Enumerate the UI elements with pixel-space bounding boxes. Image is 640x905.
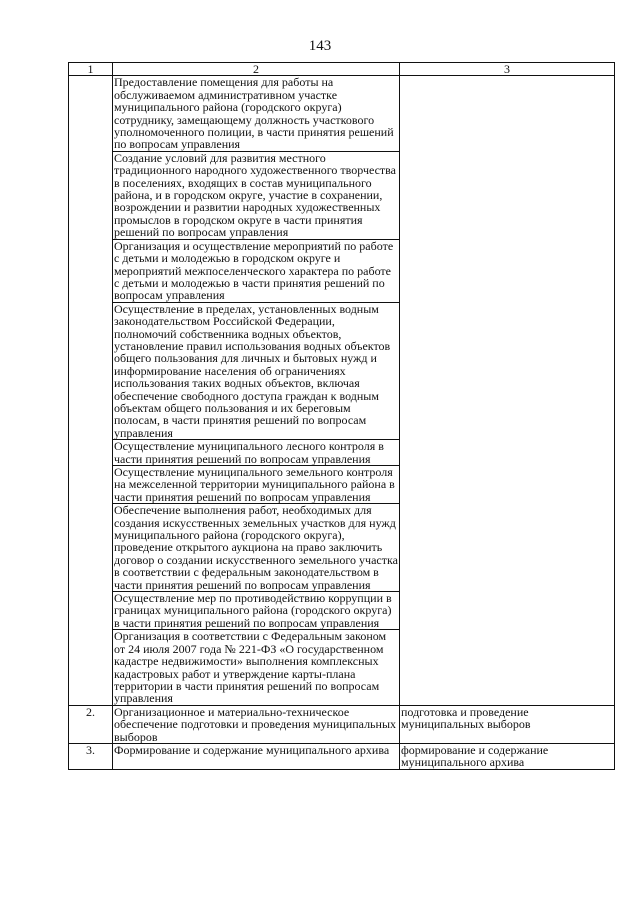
table-row (69, 705, 615, 743)
table-cell: Формирование и содержание муниципального архива (113, 743, 400, 769)
row-number: 3. (69, 743, 113, 769)
table-cell-empty (400, 76, 615, 705)
table-cell: формирование и содержание муниципального архива (400, 743, 615, 769)
table-header-row (69, 63, 615, 76)
table-cell: Создание условий для развития местного традиционного народного художественного творчества в поселениях, входящих в состав муниципального района, и в городском округе, участие в сохранении, возрождении и развитии народных художественных промыслов в городском округе в части принятия решений по вопросам управления (113, 151, 400, 239)
table-cell: Организация в соответствии с Федеральным законом от 24 июля 2007 года № 221-ФЗ «О государственном кадастре недвижимости» выполнения комплексных кадастровых работ и утверждение карты-плана территории в части принятия решений по вопросам управления (113, 630, 400, 705)
header-col-3: 3 (400, 63, 615, 76)
row-number-continued (69, 76, 113, 705)
header-col-2: 2 (113, 63, 400, 76)
table-cell: Осуществление в пределах, установленных водным законодательством Российской Федерации, полномочий собственника водных объектов, установление правил использования водных объектов общего пользования для личных и бытовых нужд и информирование населения об ограничениях использования таких водных объектов, включая обеспечение свободного доступа граждан к водным объектам общего пользования и их береговым полосам, в части принятия решений по вопросам управления (113, 302, 400, 439)
authority-table (68, 62, 615, 770)
row-number: 2. (69, 705, 113, 743)
table-cell: Осуществление муниципального лесного контроля в части принятия решений по вопросам управления (113, 440, 400, 466)
table-cell: Организация и осуществление мероприятий по работе с детьми и молодежью в городском округе и мероприятий межпоселенческого характера по работе с детьми и молодежью в части принятия решений по вопросам управления (113, 239, 400, 302)
header-col-1: 1 (69, 63, 113, 76)
table-cell: Обеспечение выполнения работ, необходимых для создания искусственных земельных участков для нужд муниципального района (городского округа), проведение открытого аукциона на право заключить договор о создании искусственного земельного участка в соответствии с федеральным законодательством в части принятия решений по вопросам управления (114, 503, 398, 592)
table-cell: Осуществление муниципального земельного контроля на межселенной территории муниципального района в части принятия решений по вопросам управления (113, 466, 400, 504)
table-row (69, 76, 615, 151)
page-number: 143 (308, 38, 332, 54)
table-cell: подготовка и проведение муниципальных выборов (400, 705, 615, 743)
table-row (69, 743, 615, 769)
table-cell: Организационное и материально-техническое обеспечение подготовки и проведения муниципальных выборов (113, 705, 400, 743)
table-cell: Осуществление мер по противодействию коррупции в границах муниципального района (городского округа) в части принятия решений по вопросам управления (113, 592, 400, 630)
table-cell: Предоставление помещения для работы на обслуживаемом административном участке муниципального района (городского округа) сотруднику, замещающему должность участкового уполномоченного полиции, в части принятия решений по вопросам управления (113, 76, 400, 151)
